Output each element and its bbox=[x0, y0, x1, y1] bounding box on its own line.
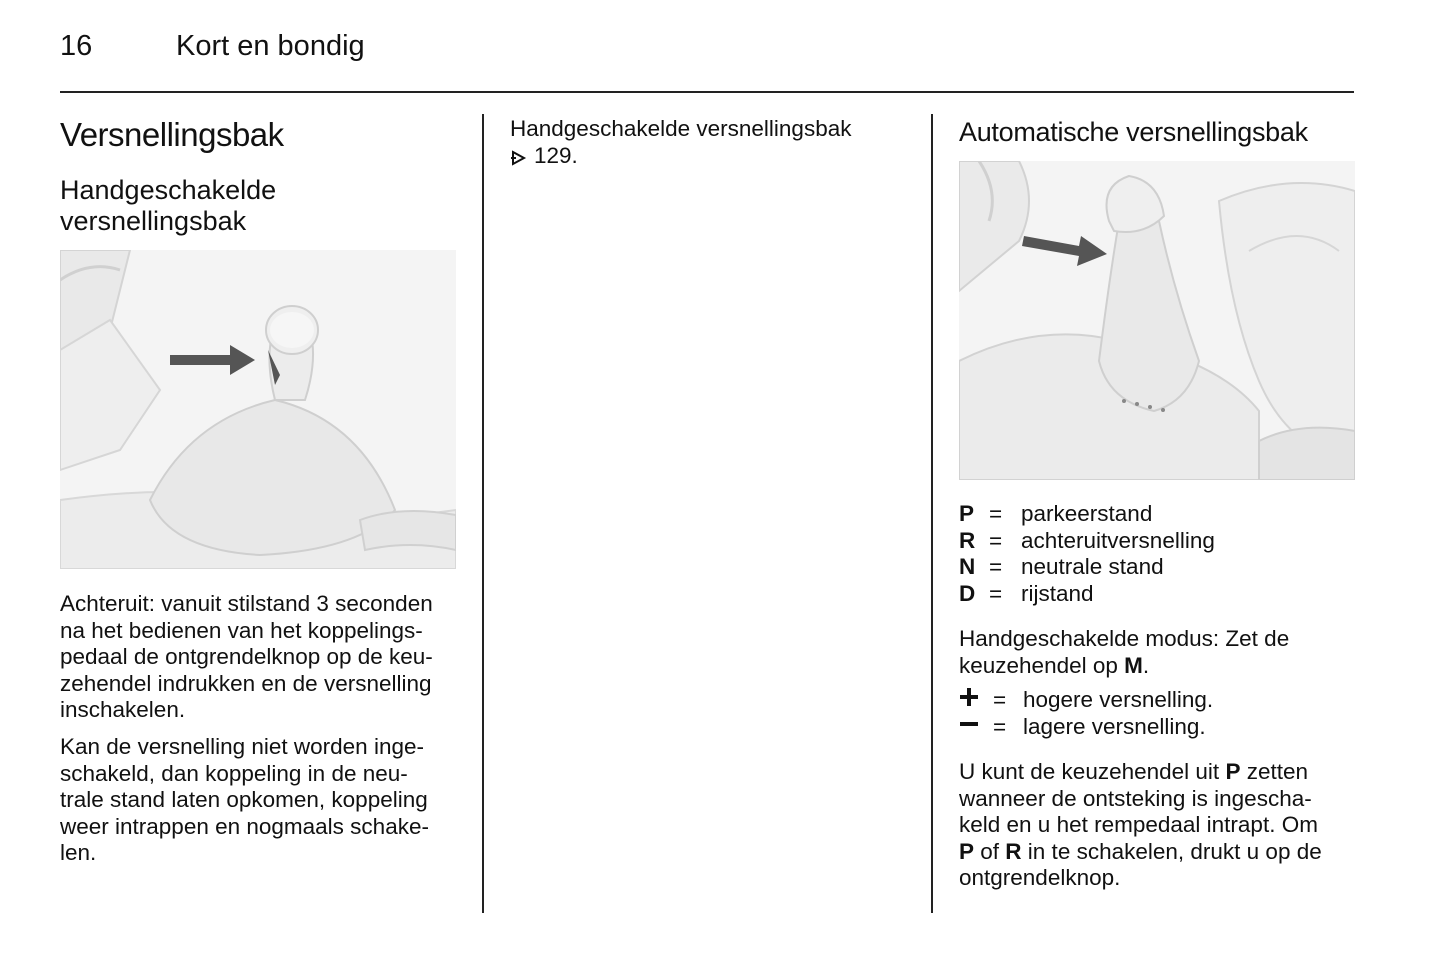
legend-row: N = neutrale stand bbox=[959, 554, 1164, 579]
minus-icon bbox=[959, 714, 993, 741]
automatic-gearbox-illustration bbox=[959, 161, 1355, 480]
shift-symbols-legend bbox=[959, 687, 1349, 740]
legend-row: R = achteruitversnelling bbox=[959, 527, 1215, 553]
subsection-title: Handgeschakelde versnellingsbak bbox=[60, 175, 277, 236]
gear-not-engaged-paragraph: Kan de versnelling niet worden inge- schakeld, dan koppeling in de neu- trale stand laten opkomen, koppeling weer intrappen en nogmaals schake- len. bbox=[60, 734, 429, 865]
gear-positions-legend bbox=[959, 501, 1349, 607]
reverse-gear-paragraph: Achteruit: vanuit stilstand 3 seconden na het bedienen van het koppelings- pedaal de ontgrendelknop op de keu- zehendel indrukken en de versnelling inschakelen. bbox=[60, 591, 433, 722]
chapter-title: Kort en bondig bbox=[176, 30, 365, 62]
manual-mode-paragraph: Handgeschakelde modus: Zet de keuzehendel op M. bbox=[959, 626, 1290, 678]
column-divider bbox=[931, 114, 933, 913]
reference-page: 129. bbox=[534, 142, 578, 168]
column-divider bbox=[482, 114, 484, 913]
manual-gearbox-illustration bbox=[60, 250, 456, 569]
legend-row: = hogere versnelling. bbox=[959, 687, 1349, 714]
manual-gearbox-reference: Handgeschakelde versnellingsbak 129. bbox=[510, 116, 852, 168]
legend-row: = lagere versnelling. bbox=[959, 714, 1349, 741]
arrow-right-icon bbox=[510, 147, 528, 165]
plus-icon bbox=[959, 687, 993, 714]
section-title: Versnellingsbak bbox=[60, 116, 284, 153]
shift-out-of-park-paragraph: U kunt de keuzehendel uit P zetten wanneer de ontsteking is ingescha- keld en u het rempedaal intrapt. Om P of R in te schakelen, drukt u op de ontgrendelknop. bbox=[959, 759, 1322, 890]
page-number: 16 bbox=[60, 30, 93, 62]
legend-row: D = rijstand bbox=[959, 580, 1094, 606]
header-rule bbox=[60, 91, 1354, 93]
legend-row: P = parkeerstand bbox=[959, 501, 1153, 526]
automatic-section-title: Automatische versnellingsbak bbox=[959, 117, 1308, 147]
